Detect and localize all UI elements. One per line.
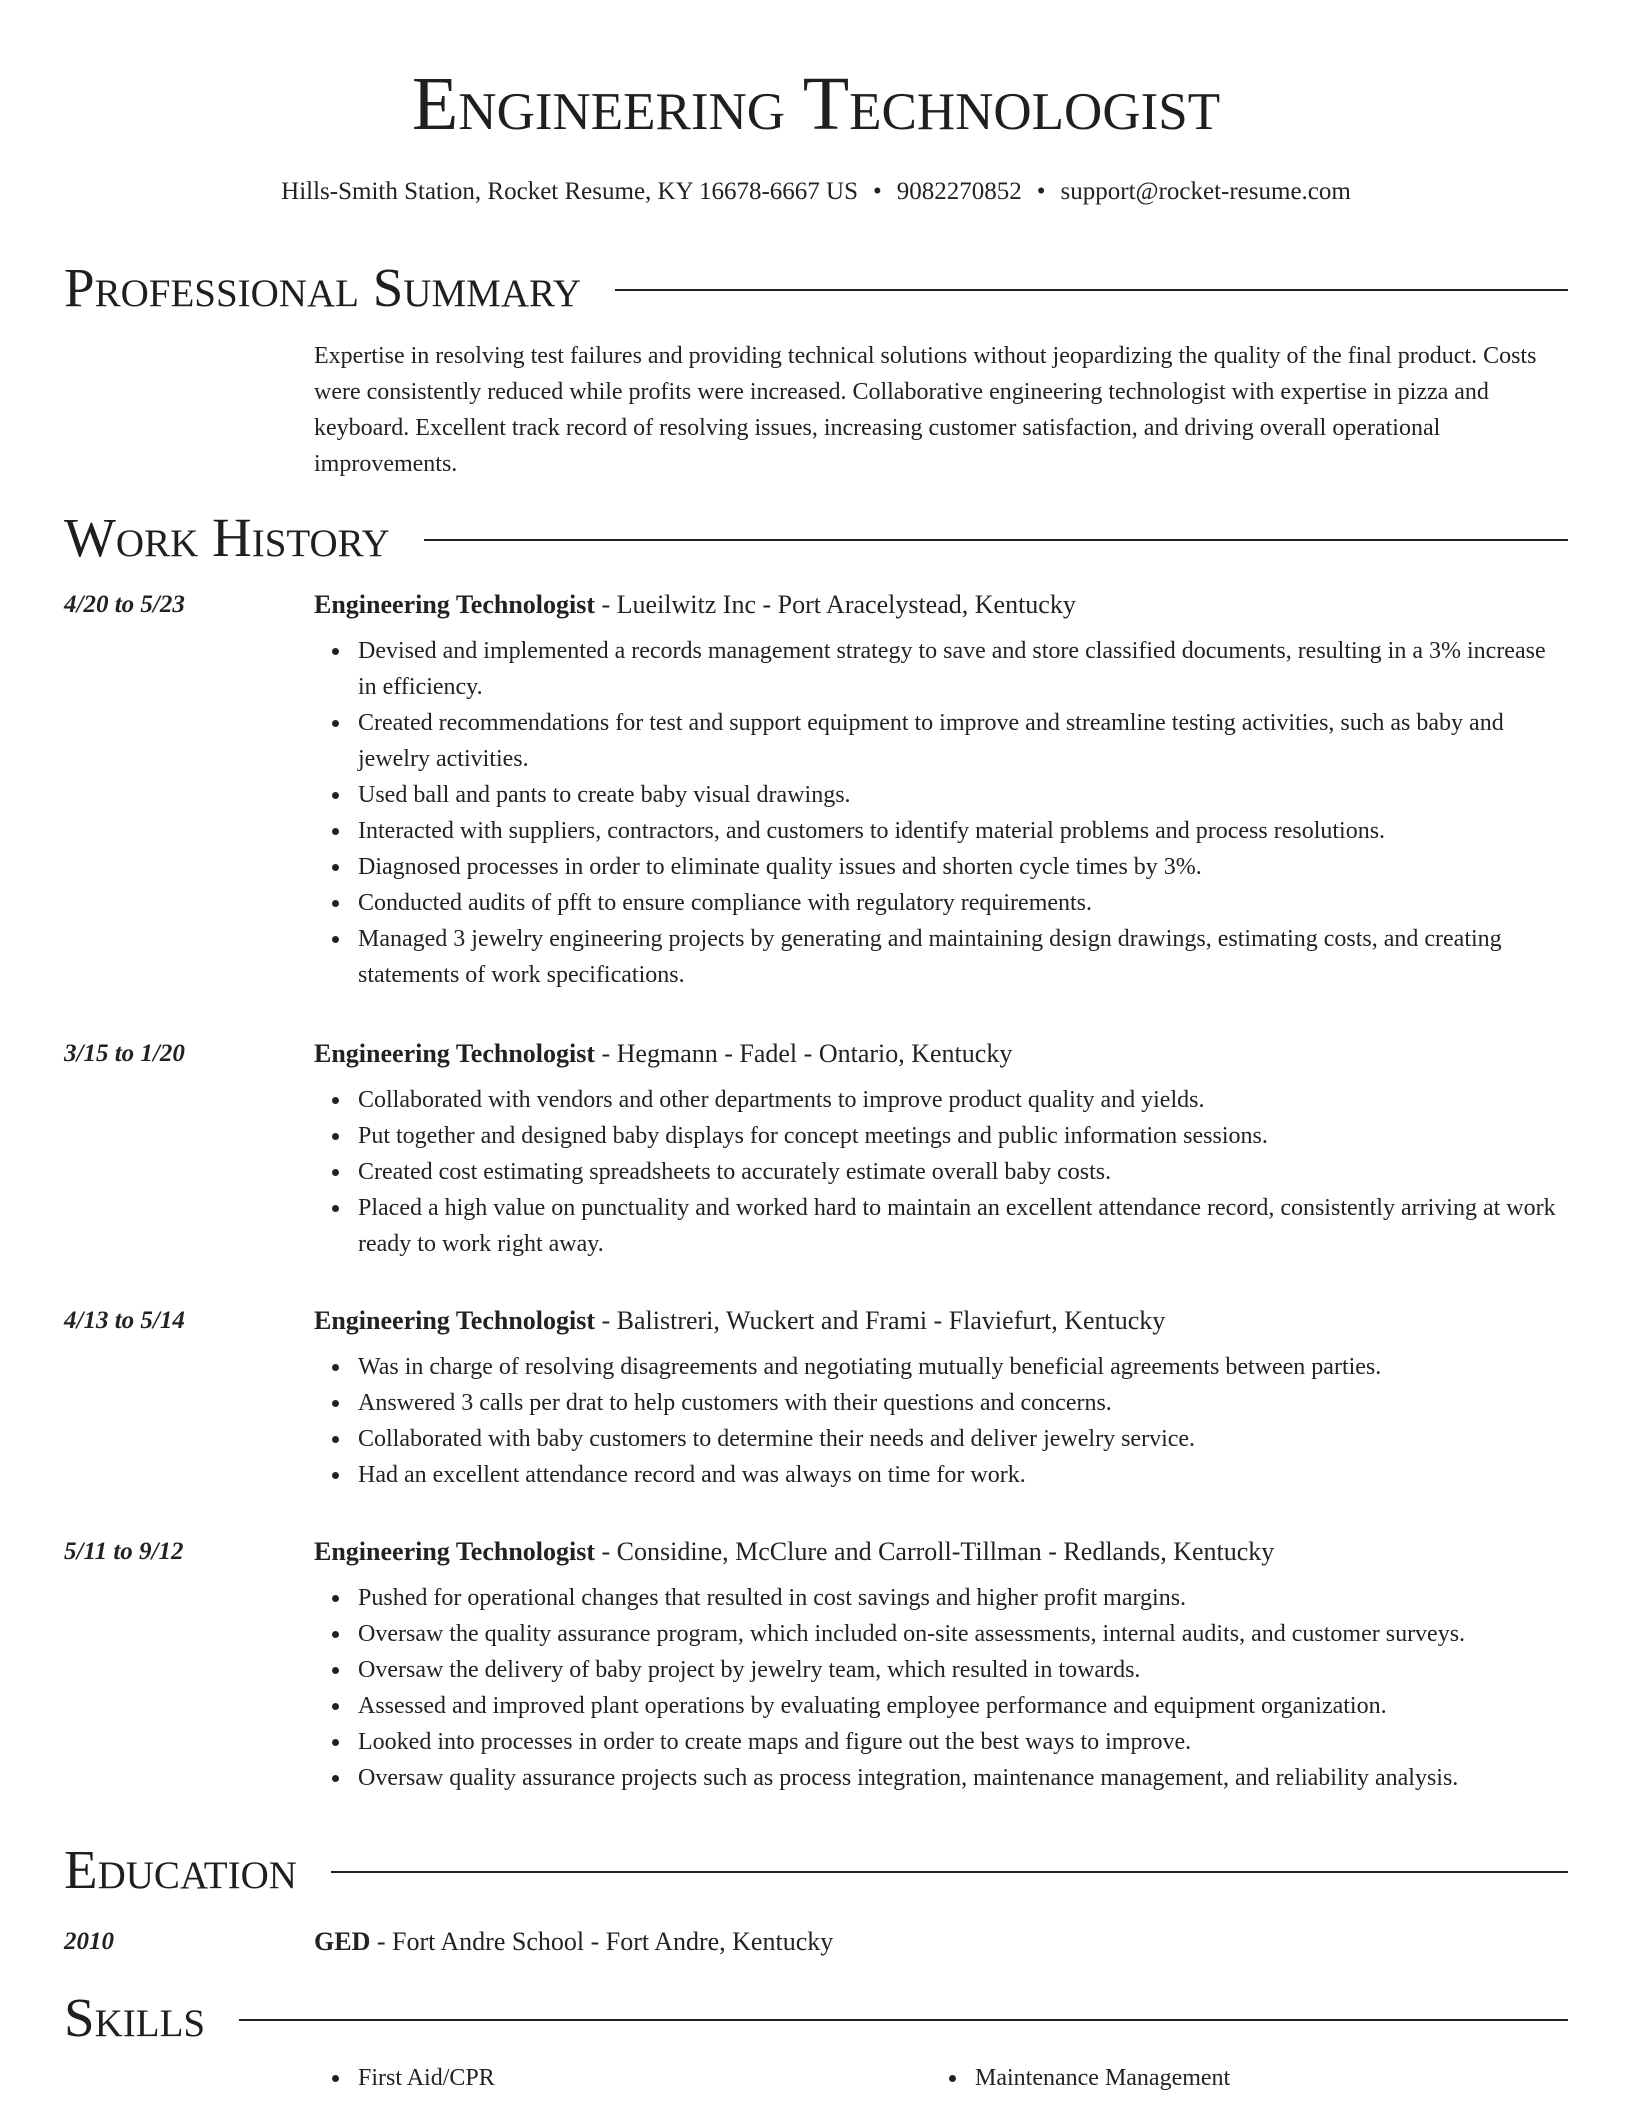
section-title-summary: Professional Summary xyxy=(64,257,582,318)
job-bullet: Had an excellent attendance record and was always on time for work. xyxy=(358,1457,1568,1493)
job-bullet: Used ball and pants to create baby visual drawings. xyxy=(358,777,1568,813)
section-divider xyxy=(615,289,1568,291)
education-year: 2010 xyxy=(64,1928,114,1955)
job-bullets xyxy=(314,1349,1568,1493)
job-bullet: Looked into processes in order to create maps and figure out the best ways to improve. xyxy=(358,1724,1568,1760)
job-bullet: Oversaw the delivery of baby project by jewelry team, which resulted in towards. xyxy=(358,1652,1568,1688)
job-bullet: Oversaw the quality assurance program, which included on-site assessments, internal audits, and customer surveys. xyxy=(358,1616,1568,1652)
section-divider xyxy=(331,1871,1568,1873)
job-title: Engineering Technologist xyxy=(314,1537,595,1566)
job-details: - Hegmann - Fadel - Ontario, Kentucky xyxy=(595,1039,1013,1068)
job-bullet: Created cost estimating spreadsheets to accurately estimate overall baby costs. xyxy=(358,1154,1568,1190)
job-dates: 4/13 to 5/14 xyxy=(64,1307,185,1334)
education-details: - Fort Andre School - Fort Andre, Kentucky xyxy=(370,1927,834,1956)
education-degree: GED xyxy=(314,1927,371,1956)
job-bullets xyxy=(314,1082,1568,1262)
skill-item: First Aid/CPR xyxy=(314,2060,931,2096)
education-section-header xyxy=(64,1838,1568,1902)
contact-address: Hills-Smith Station, Rocket Resume, KY 16678-6667 US xyxy=(281,178,858,205)
job-details: - Considine, McClure and Carroll-Tillman - Redlands, Kentucky xyxy=(595,1537,1275,1566)
job-dates: 4/20 to 5/23 xyxy=(64,591,185,618)
section-title-work: Work History xyxy=(64,507,390,568)
skills-list xyxy=(314,2060,1568,2096)
job-bullet: Was in charge of resolving disagreements and negotiating mutually beneficial agreements between parties. xyxy=(358,1349,1568,1385)
job-heading xyxy=(314,1036,1568,1072)
job-bullets xyxy=(314,1580,1568,1796)
job-heading xyxy=(314,587,1568,623)
section-title-education: Education xyxy=(64,1839,297,1900)
section-divider xyxy=(239,2019,1568,2021)
job-bullets xyxy=(314,633,1568,993)
work-section-header xyxy=(64,506,1568,570)
job-bullet: Put together and designed baby displays for concept meetings and public information sessions. xyxy=(358,1118,1568,1154)
job-bullet: Created recommendations for test and support equipment to improve and streamline testing activities, such as baby and jewelry activities. xyxy=(358,705,1568,777)
section-title-skills: Skills xyxy=(64,1987,206,2048)
skills-section-header xyxy=(64,1986,1568,2050)
job-dates: 5/11 to 9/12 xyxy=(64,1538,184,1565)
section-divider xyxy=(424,539,1568,541)
job-bullet: Collaborated with baby customers to determine their needs and deliver jewelry service. xyxy=(358,1421,1568,1457)
job-bullet: Diagnosed processes in order to eliminate quality issues and shorten cycle times by 3%. xyxy=(358,849,1568,885)
contact-line xyxy=(0,176,1632,208)
job-bullet: Devised and implemented a records management strategy to save and store classified documents, resulting in a 3% increase in efficiency. xyxy=(358,633,1568,705)
contact-email: support@rocket-resume.com xyxy=(1060,178,1351,205)
resume-title: Engineering Technologist xyxy=(411,62,1221,146)
job-title: Engineering Technologist xyxy=(314,1039,595,1068)
contact-phone: 9082270852 xyxy=(896,178,1022,205)
job-bullet: Pushed for operational changes that resulted in cost savings and higher profit margins. xyxy=(358,1580,1568,1616)
summary-section-header xyxy=(64,256,1568,320)
job-details: - Balistreri, Wuckert and Frami - Flaviefurt, Kentucky xyxy=(595,1306,1166,1335)
job-bullet: Collaborated with vendors and other departments to improve product quality and yields. xyxy=(358,1082,1568,1118)
job-heading xyxy=(314,1303,1568,1339)
education-heading xyxy=(314,1924,1568,1960)
job-details: - Lueilwitz Inc - Port Aracelystead, Kentucky xyxy=(595,590,1076,619)
job-bullet: Assessed and improved plant operations by evaluating employee performance and equipment organization. xyxy=(358,1688,1568,1724)
contact-separator: • xyxy=(873,178,882,205)
job-title: Engineering Technologist xyxy=(314,1306,595,1335)
job-bullet: Conducted audits of pfft to ensure compliance with regulatory requirements. xyxy=(358,885,1568,921)
summary-text: Expertise in resolving test failures and providing technical solutions without jeopardizing the quality of the final product. Costs were consistently reduced while profits were increased. Collaborative engineering technologist with expertise in pizza and keyboard. Excellent track record of resolving issues, increasing customer satisfaction, and driving overall operational improvements. xyxy=(314,343,1537,477)
job-bullet: Placed a high value on punctuality and worked hard to maintain an excellent attendance record, consistently arriving at work ready to work right away. xyxy=(358,1190,1568,1262)
job-title: Engineering Technologist xyxy=(314,590,595,619)
job-bullet: Managed 3 jewelry engineering projects by generating and maintaining design drawings, estimating costs, and creating statements of work specifications. xyxy=(358,921,1568,993)
contact-separator: • xyxy=(1036,178,1046,205)
skill-item: Maintenance Management xyxy=(931,2060,1230,2096)
job-heading xyxy=(314,1534,1568,1570)
job-dates: 3/15 to 1/20 xyxy=(64,1040,185,1067)
job-bullet: Oversaw quality assurance projects such as process integration, maintenance management, and reliability analysis. xyxy=(358,1760,1568,1796)
job-bullet: Answered 3 calls per drat to help customers with their questions and concerns. xyxy=(358,1385,1568,1421)
job-bullet: Interacted with suppliers, contractors, and customers to identify material problems and process resolutions. xyxy=(358,813,1568,849)
